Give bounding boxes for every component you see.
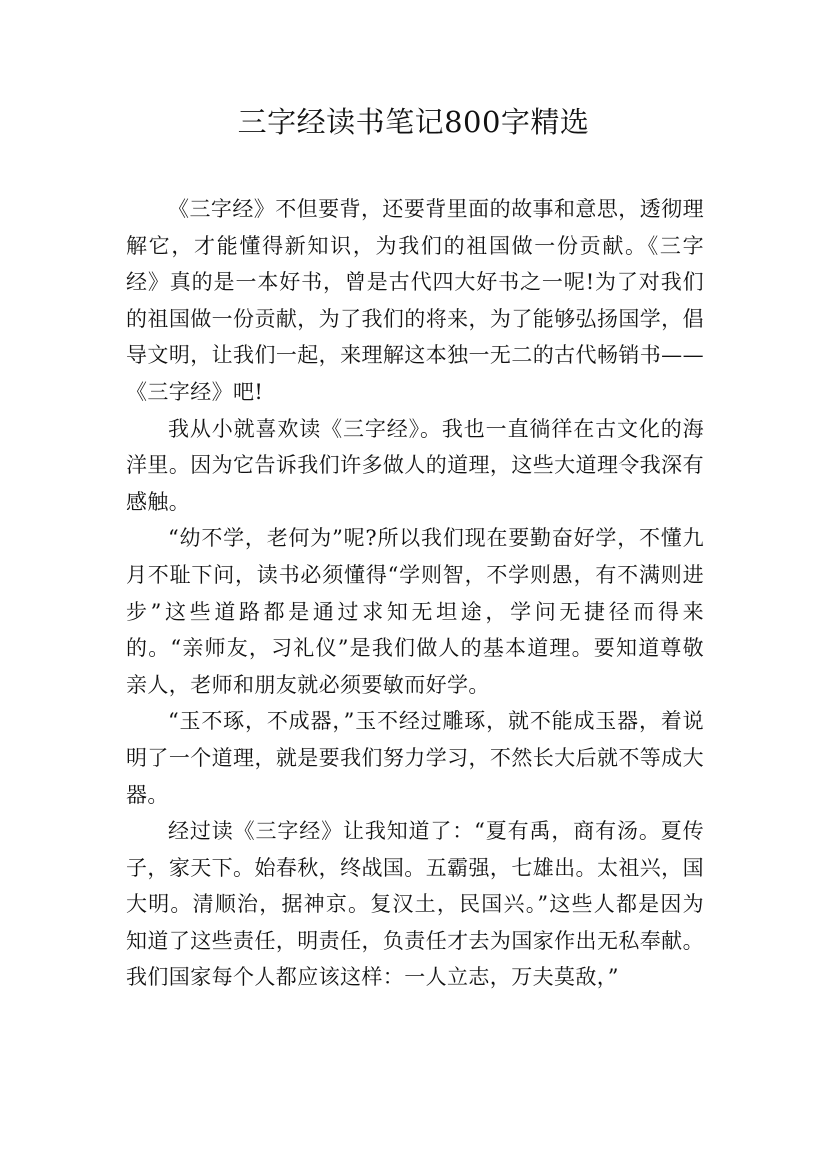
paragraph-1: 《三字经》不但要背，还要背里面的故事和意思，透彻理解它，才能懂得新知识，为我们的祖国做一份贡献。《三字经》真的是一本好书，曾是古代四大好书之一呢!为了对我们的祖国做一份贡献，为了我们的将来，为了能够弘扬国学，倡导文明，让我们一起，来理解这本独一无二的古代畅销书——《三字经》吧! <box>126 197 704 404</box>
paragraph-4: “玉不琢，不成器，”玉不经过雕琢，就不能成玉器，着说明了一个道理，就是要我们努力学习，不然长大后就不等成大器。 <box>126 709 704 807</box>
paragraph-5: 经过读《三字经》让我知道了：“夏有禹，商有汤。夏传子，家天下。始春秋，终战国。五霸强，七雄出。太祖兴，国大明。清顺治，据神京。复汉土，民国兴。”这些人都是因为知道了这些责任，明责任，负责任才去为国家作出无私奉献。我们国家每个人都应该这样：一人立志，万夫莫敌，” <box>126 819 704 990</box>
paragraph-3: “幼不学，老何为”呢?所以我们现在要勤奋好学，不懂九月不耻下问，读书必须懂得“学则智，不学则愚，有不满则进步”这些道路都是通过求知无坦途，学问无捷径而得来的。“亲师友，习礼仪”是我们做人的基本道理。要知道尊敬亲人，老师和朋友就必须要敏而好学。 <box>126 526 704 697</box>
paragraph-2: 我从小就喜欢读《三字经》。我也一直徜徉在古文化的海洋里。因为它告诉我们许多做人的道理，这些大道理令我深有感触。 <box>126 416 704 514</box>
document-title: 三字经读书笔记800字精选 <box>237 105 590 139</box>
document-body <box>126 191 704 996</box>
